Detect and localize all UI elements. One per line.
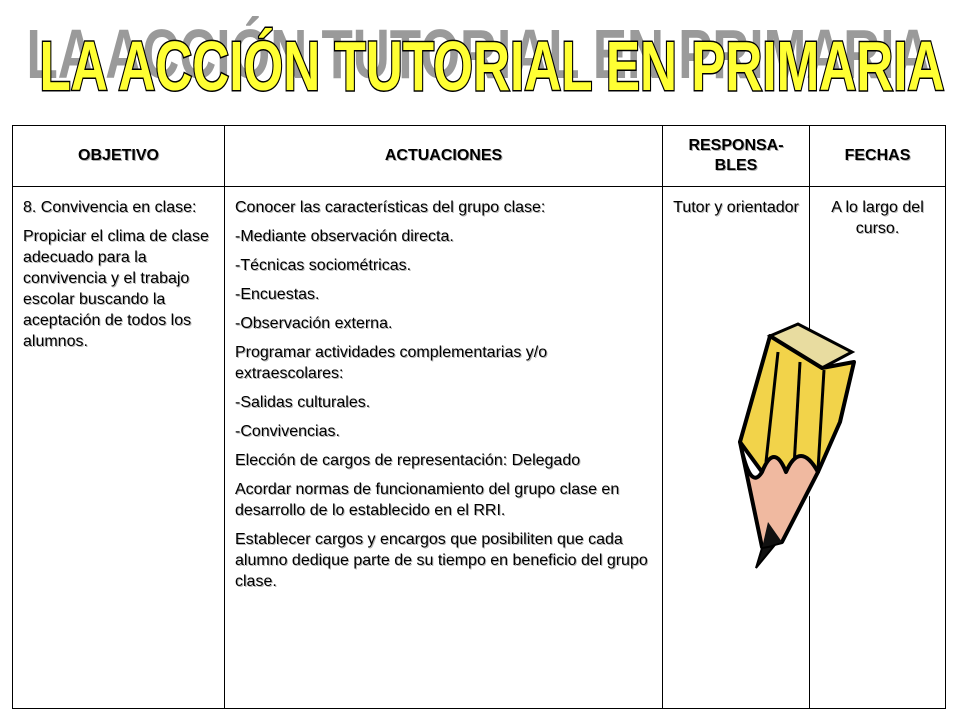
header-fechas: FECHAS (810, 126, 946, 187)
header-objetivo: OBJETIVO (13, 126, 225, 187)
actuacion-item: -Observación externa. (235, 315, 393, 332)
actuacion-item: Elección de cargos de representación: Delegado (235, 452, 581, 469)
objetivo-title: 8. Convivencia en clase: (23, 199, 197, 216)
objetivo-description: Propiciar el clima de clase adecuado para la convivencia y el trabajo escolar buscando la aceptación de todos los alumnos. (23, 228, 209, 350)
table-header-row (13, 126, 946, 187)
cell-actuaciones (225, 187, 663, 709)
header-responsables-label: RESPONSA- BLES (688, 137, 784, 174)
actuacion-item: -Técnicas sociométricas. (235, 257, 412, 274)
page-title: LA ACCIÓN TUTORIAL EN PRIMARIA (39, 27, 945, 105)
actuacion-item: Programar actividades complementarias y/o extraescolares: (235, 344, 548, 382)
responsables-value: Tutor y orientador (673, 199, 799, 216)
header-responsables (663, 126, 810, 187)
pencil-icon (722, 322, 862, 580)
header-actuaciones: ACTUACIONES (225, 126, 663, 187)
actuacion-item: -Convivencias. (235, 423, 340, 440)
actuacion-item: -Salidas culturales. (235, 394, 371, 411)
fechas-value: A lo largo del curso. (831, 199, 924, 237)
actuacion-item: Acordar normas de funcionamiento del grupo clase en desarrollo de lo establecido en el RRI. (235, 481, 620, 519)
actuacion-item: -Mediante observación directa. (235, 228, 454, 245)
cell-objetivo (13, 187, 225, 709)
page-title-shadow: LA ACCIÓN TUTORIAL EN PRIMARIA (26, 15, 932, 93)
actuacion-item: Establecer cargos y encargos que posibiliten que cada alumno dedique parte de su tiempo en beneficio del grupo clase. (235, 531, 648, 590)
page-title-banner (0, 0, 960, 118)
actuacion-item: -Encuestas. (235, 286, 320, 303)
actuacion-item: Conocer las características del grupo clase: (235, 199, 546, 216)
